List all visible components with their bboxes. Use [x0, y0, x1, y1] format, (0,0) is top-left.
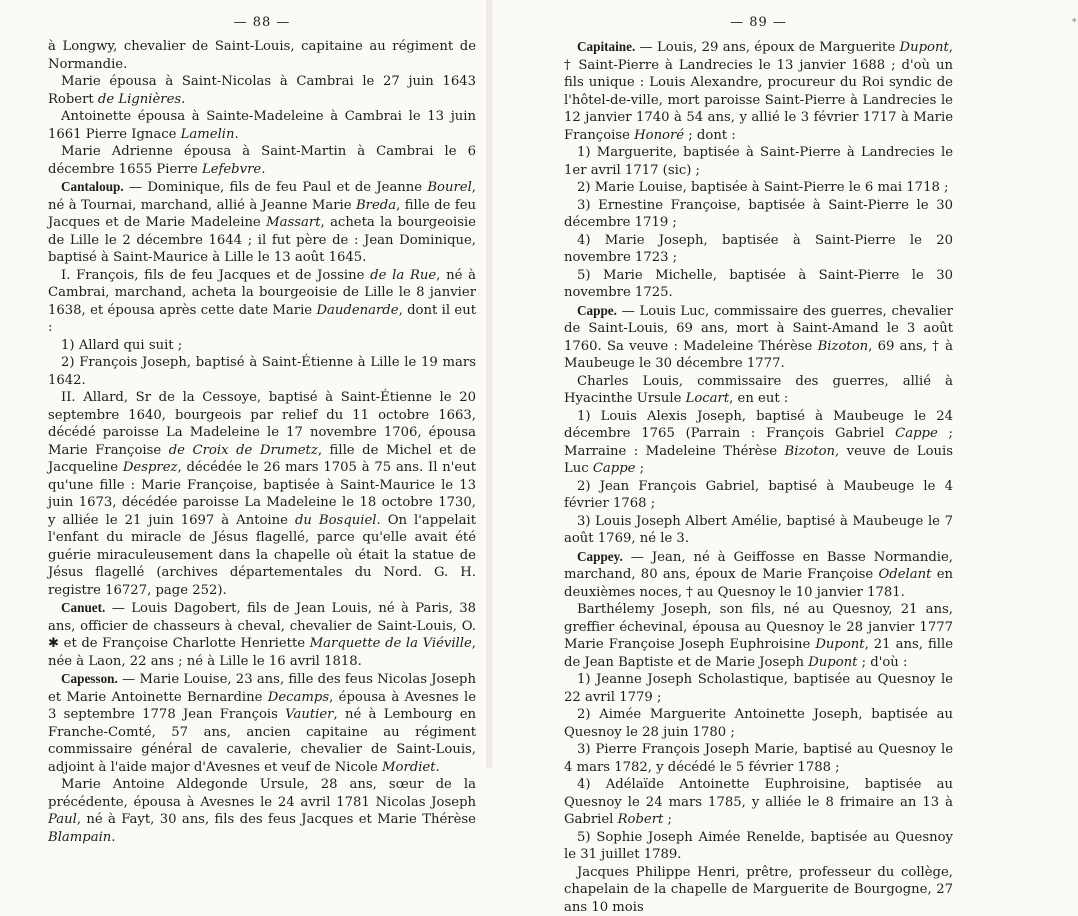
text-run: ; [663, 812, 672, 827]
text-run: ; Marraine : Madeleine Thérèse [564, 426, 953, 459]
entry-heading: Capesson. [61, 671, 118, 686]
paragraph [48, 108, 476, 143]
surname: Paul [48, 812, 77, 827]
page-text [564, 38, 953, 916]
paragraph [564, 829, 953, 864]
surname: du Bosquiel [295, 513, 377, 528]
text-run: . [181, 92, 185, 107]
text-run: 3) Pierre François Joseph Marie, baptisé au Quesnoy le 4 mars 1782, y décédé le 5 février 1788 ; [564, 742, 953, 775]
paragraph [564, 548, 953, 602]
text-run: . [111, 830, 115, 845]
text-run: , fille de feu Jacques et de Marie Madeleine [48, 198, 476, 231]
text-run: 3) Ernestine Françoise, baptisée à Saint-Pierre le 30 décembre 1719 ; [564, 198, 953, 231]
text-run: — Dominique, fils de feu Paul et de Jeanne [124, 180, 428, 195]
surname: Cappe [895, 426, 938, 441]
entry-heading: Cappe. [577, 303, 617, 318]
text-run: Barthélemy Joseph, son fils, né au Quesnoy, 21 ans, greffier échevinal, épousa au Quesnoy le 28 janvier 1777 Marie Françoise Joseph Euphroisine [564, 602, 953, 652]
text-run: , née à Laon, 22 ans ; né à Lille le 16 avril 1818. [48, 636, 476, 669]
text-run: — Jean, né à Geiffosse en Basse Normandie, marchand, 80 ans, époux de Marie Françoise [564, 550, 953, 583]
paragraph [564, 706, 953, 741]
paragraph [564, 601, 953, 671]
entry-heading: Cappey. [577, 549, 623, 564]
paragraph [564, 776, 953, 829]
surname: Dupont [815, 637, 864, 652]
text-run: . [436, 760, 440, 775]
paragraph [564, 741, 953, 776]
text-run: , 21 ans, fille de Jean Baptiste et de Marie Joseph [564, 637, 953, 670]
left-page [0, 0, 486, 768]
paragraph [564, 38, 953, 144]
text-run: 2) Jean François Gabriel, baptisé à Maubeuge le 4 février 1768 ; [564, 479, 953, 512]
text-run: ; dont : [684, 128, 736, 143]
text-run: , né à Tournai, marchand, allié à Jeanne Marie [48, 180, 476, 213]
page-text [48, 38, 476, 846]
text-run: ; [635, 461, 644, 476]
text-run: . On l'appelait l'enfant du miracle de Jésus flagellé, parce qu'elle avait été guérie miraculeusement dans la chapelle où était la statue de Jésus flagellé (archives départementales du Nord. G. H. registre 16727, page 252). [48, 513, 476, 598]
paragraph [564, 197, 953, 232]
surname: Daudenarde [316, 303, 398, 318]
text-run: , né à Fayt, 30 ans, fils des feus Jacques et Marie Thérèse [77, 812, 476, 827]
page-mark: * [1072, 12, 1078, 34]
text-run: à Longwy, chevalier de Saint-Louis, capitaine au régiment de Normandie. [48, 39, 476, 72]
paragraph [564, 513, 953, 548]
text-run: , né à Lembourg en Franche-Comté, 57 ans, ancien capitaine au régiment commissaire général de cavalerie, chevalier de Saint-Louis, adjoint à l'aide major d'Avesnes et veuf de Nicole [48, 707, 476, 775]
surname: Lamelin [181, 127, 235, 142]
text-run: , en eut : [729, 391, 788, 406]
paragraph [564, 671, 953, 706]
text-run: II. Allard, Sr de la Cessoye, baptisé à Saint-Étienne le 20 septembre 1640, bourgeois par relief du 11 octobre 1663, décédé paroisse La Madeleine le 17 novembre 1706, épousa Marie Françoise [48, 390, 476, 458]
text-run: Marie épousa à Saint-Nicolas à Cambrai le 27 juin 1643 Robert [48, 74, 476, 107]
paragraph [48, 599, 476, 670]
surname: Dupont [900, 40, 949, 55]
paragraph [48, 670, 476, 776]
surname: Odelant [878, 567, 931, 582]
surname: Bourel [427, 180, 471, 195]
surname: Vautier [285, 707, 333, 722]
paragraph [48, 38, 476, 73]
entry-heading: Capitaine. [577, 39, 635, 54]
text-run: , dont il eut : [48, 303, 476, 336]
text-run: Marie Adrienne épousa à Saint-Martin à Cambrai le 6 décembre 1655 Pierre [48, 144, 476, 177]
surname: Mordiet [382, 760, 436, 775]
surname: de Croix de Drumetz [169, 443, 318, 458]
text-run: en deuxièmes noces, † au Quesnoy le 10 janvier 1781. [564, 567, 953, 600]
paragraph [48, 354, 476, 389]
text-run: — Louis, 29 ans, époux de Marguerite [635, 40, 899, 55]
text-run: 4) Marie Joseph, baptisée à Saint-Pierre le 20 novembre 1723 ; [564, 233, 953, 266]
paragraph [48, 178, 476, 267]
paragraph [48, 267, 476, 337]
text-run: Antoinette épousa à Sainte-Madeleine à Cambrai le 13 juin 1661 Pierre Ignace [48, 109, 476, 142]
surname: Honoré [634, 128, 684, 143]
paragraph [564, 179, 953, 197]
paragraph [48, 389, 476, 599]
text-run: 1) Jeanne Joseph Scholastique, baptisée au Quesnoy le 22 avril 1779 ; [564, 672, 953, 705]
text-run: 2) François Joseph, baptisé à Saint-Étienne à Lille le 19 mars 1642. [48, 355, 476, 388]
text-run: , † Saint-Pierre à Landrecies le 13 janvier 1688 ; d'où un fils unique : Louis Alexandre, procureur du Roi syndic de l'hôtel-de-ville, mort paroisse Saint-Pierre à Landrecies le 12 janvier 1740 à 54 ans, y allié le 3 février 1717 à Marie Françoise [564, 40, 953, 143]
paragraph [564, 232, 953, 267]
surname: Cappe [593, 461, 636, 476]
surname: Massart [266, 215, 320, 230]
paragraph [564, 864, 953, 916]
paragraph [48, 776, 476, 846]
text-run: — Louis Dagobert, fils de Jean Louis, né à Paris, 38 ans, officier de chasseurs à cheval, chevalier de Saint-Louis, O. ✱ et de Françoise Charlotte Henriette [48, 601, 476, 651]
surname: Blampain [48, 830, 111, 845]
surname: Decamps [268, 690, 329, 705]
text-run: . [235, 127, 239, 142]
text-run: 4) Adélaïde Antoinette Euphroisine, baptisée au Quesnoy le 24 mars 1785, y alliée le 8 frimaire an 13 à Gabriel [564, 777, 953, 827]
surname: Bizoton [818, 339, 869, 354]
page-number-text: — 89 — [730, 15, 787, 30]
surname: de la Rue [370, 268, 436, 283]
paragraph [564, 302, 953, 373]
surname: Robert [618, 812, 664, 827]
paragraph [564, 267, 953, 302]
text-run: , veuve de Louis Luc [564, 444, 953, 477]
text-run: 1) Louis Alexis Joseph, baptisé à Maubeuge le 24 décembre 1765 (Parrain : François Gabriel [564, 409, 953, 442]
text-run: 1) Allard qui suit ; [61, 338, 182, 353]
entry-heading: Cantaloup. [61, 179, 124, 194]
surname: de Lignières [98, 92, 181, 107]
text-run: . [261, 162, 265, 177]
page-number [564, 12, 953, 34]
text-run: , 69 ans, † à Maubeuge le 30 décembre 1777. [564, 339, 953, 372]
surname: Bizoton [785, 444, 836, 459]
surname: Desprez [123, 460, 178, 475]
text-run: , épousa à Avesnes le 3 septembre 1778 Jean François [48, 690, 476, 723]
text-run: 1) Marguerite, baptisée à Saint-Pierre à Landrecies le 1er avril 1717 (sic) ; [564, 145, 953, 178]
text-run: Jacques Philippe Henri, prêtre, professeur du collège, chapelain de la chapelle de Marguerite de Bourgogne, 27 ans 10 mois [564, 865, 953, 915]
text-run: , acheta la bourgeoisie de Lille le 2 décembre 1644 ; il fut père de : Jean Dominique, baptisé à Saint-Maurice à Lille le 13 août 1645. [48, 215, 476, 265]
surname: Lefebvre [202, 162, 261, 177]
text-run: 3) Louis Joseph Albert Amélie, baptisé à Maubeuge le 7 août 1769, né le 3. [564, 514, 953, 547]
text-run: — Marie Louise, 23 ans, fille des feus Nicolas Joseph et Marie Antoinette Bernardine [48, 672, 476, 705]
entry-heading: Canuet. [61, 600, 105, 615]
text-run: , décédée le 26 mars 1705 à 75 ans. Il n'eut qu'une fille : Marie Françoise, baptisée à Saint-Maurice le 13 juin 1673, décédée paroisse La Madeleine le 18 octobre 1730, y alliée le 21 juin 1697 à Antoine [48, 460, 476, 528]
paragraph [564, 408, 953, 478]
text-run: 5) Sophie Joseph Aimée Renelde, baptisée au Quesnoy le 31 juillet 1789. [564, 830, 953, 863]
text-run: , né à Cambrai, marchand, acheta la bourgeoisie de Lille le 8 janvier 1638, et épousa après cette date Marie [48, 268, 476, 318]
text-run: 2) Aimée Marguerite Antoinette Joseph, baptisée au Quesnoy le 28 juin 1780 ; [564, 707, 953, 740]
text-run: ; d'où : [857, 655, 907, 670]
paragraph [564, 373, 953, 408]
text-run: — Louis Luc, commissaire des guerres, chevalier de Saint-Louis, 69 ans, mort à Saint-Amand le 3 août 1760. Sa veuve : Madeleine Thérèse [564, 304, 953, 354]
text-run: , fille de Michel et de Jacqueline [48, 443, 476, 476]
text-run: Charles Louis, commissaire des guerres, allié à Hyacinthe Ursule [564, 374, 953, 407]
surname: Locart [686, 391, 730, 406]
paragraph [564, 144, 953, 179]
surname: Breda [356, 198, 396, 213]
text-run: I. François, fils de feu Jacques et de Jossine [61, 268, 370, 283]
page-number: — 88 — [48, 12, 476, 34]
surname: Dupont [808, 655, 857, 670]
right-page [492, 0, 983, 768]
paragraph [564, 478, 953, 513]
paragraph [48, 73, 476, 108]
text-run: 2) Marie Louise, baptisée à Saint-Pierre le 6 mai 1718 ; [577, 180, 949, 195]
text-run: Marie Antoine Aldegonde Ursule, 28 ans, sœur de la précédente, épousa à Avesnes le 24 avril 1781 Nicolas Joseph [48, 777, 476, 810]
surname: Marquette de la Viéville [310, 636, 472, 651]
paragraph [48, 337, 476, 355]
text-run: 5) Marie Michelle, baptisée à Saint-Pierre le 30 novembre 1725. [564, 268, 953, 301]
paragraph [48, 143, 476, 178]
